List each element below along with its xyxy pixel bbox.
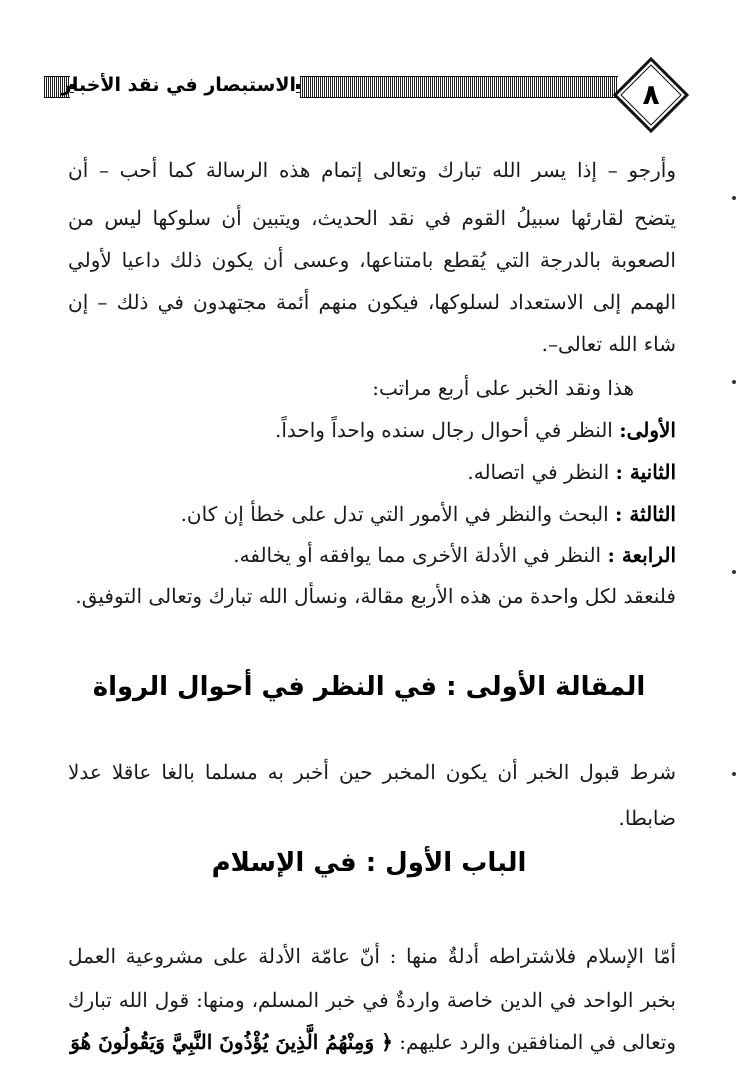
rank-label-3: الثالثة : [615,502,676,526]
intro-line-5: شاء الله تعالى–. [541,332,676,356]
margin-mark [732,380,736,384]
rank-text-4: النظر في الأدلة الأخرى مما يوافقه أو يخالفه. [233,543,608,567]
intro-line-2: يتضح لقارئها سبيلُ القوم في نقد الحديث، ويتبين أن سلوكها ليس من [68,206,676,230]
section-heading: المقالة الأولى : في النظر في أحوال الرواة [92,672,646,702]
rank-label-1: الأولى: [619,418,676,442]
section-line-1: شرط قبول الخبر أن يكون المخبر حين أخبر به مسلما بالغا عاقلا عدلا [68,760,676,784]
chapter-line-1: أمّا الإسلام فلاشتراطه أدلةٌ منها : أنّ عامّة الأدلة على مشروعية العمل [68,944,676,968]
page-number-badge [612,56,690,134]
rank-text-2: النظر في اتصاله. [467,460,616,484]
ranks-lead: هذا ونقد الخبر على أربع مراتب: [372,376,634,400]
intro-line-4: الهمم إلى الاستعداد لسلوكها، فيكون منهم أئمة مجتهدون في ذلك – إن [68,290,676,314]
rank-item-2 [467,460,676,484]
page-number: ٨ [642,78,660,111]
rank-label-4: الرابعة : [607,543,676,567]
chapter-line-3-text: وتعالى في المنافقين والرد عليهم: [392,1030,676,1054]
intro-line-1: وأرجو – إذا يسر الله تبارك وتعالى إتمام هذه الرسالة كما أحب – أن [68,158,676,182]
header-ornament-right [300,76,618,98]
rank-item-3 [181,502,676,526]
rank-text-1: النظر في أحوال رجال سنده واحداً واحداً. [274,418,620,442]
running-title: الاستبصار في نقد الأخبار [74,70,296,100]
margin-mark [732,570,736,574]
rank-text-3: البحث والنظر في الأمور التي تدل على خطأ إن كان. [180,502,616,526]
chapter-line-2: بخبر الواحد في الدين خاصة واردةٌ في خبر المسلم، ومنها: قول الله تبارك [68,988,676,1012]
margin-mark [732,772,736,776]
chapter-heading: الباب الأول : في الإسلام [211,848,527,878]
quran-verse: ﴿ وَمِنْهُمُ الَّذِينَ يُؤْذُونَ النَّبِيَّ وَيَقُولُونَ هُوَ [70,1030,393,1054]
section-line-2: ضابطا. [618,806,676,830]
ranks-closing: فلنعقد لكل واحدة من هذه الأربع مقالة، ونسأل الله تبارك وتعالى التوفيق. [75,584,676,608]
rank-label-2: الثانية : [615,460,676,484]
rank-item-1 [275,418,676,442]
chapter-line-3 [70,1030,676,1054]
margin-mark [732,196,736,200]
rank-item-4 [233,543,676,567]
intro-line-3: الصعوبة بالدرجة التي يُقطع بامتناعها، وعسى أن يكون ذلك داعيا لأولي [68,248,676,272]
